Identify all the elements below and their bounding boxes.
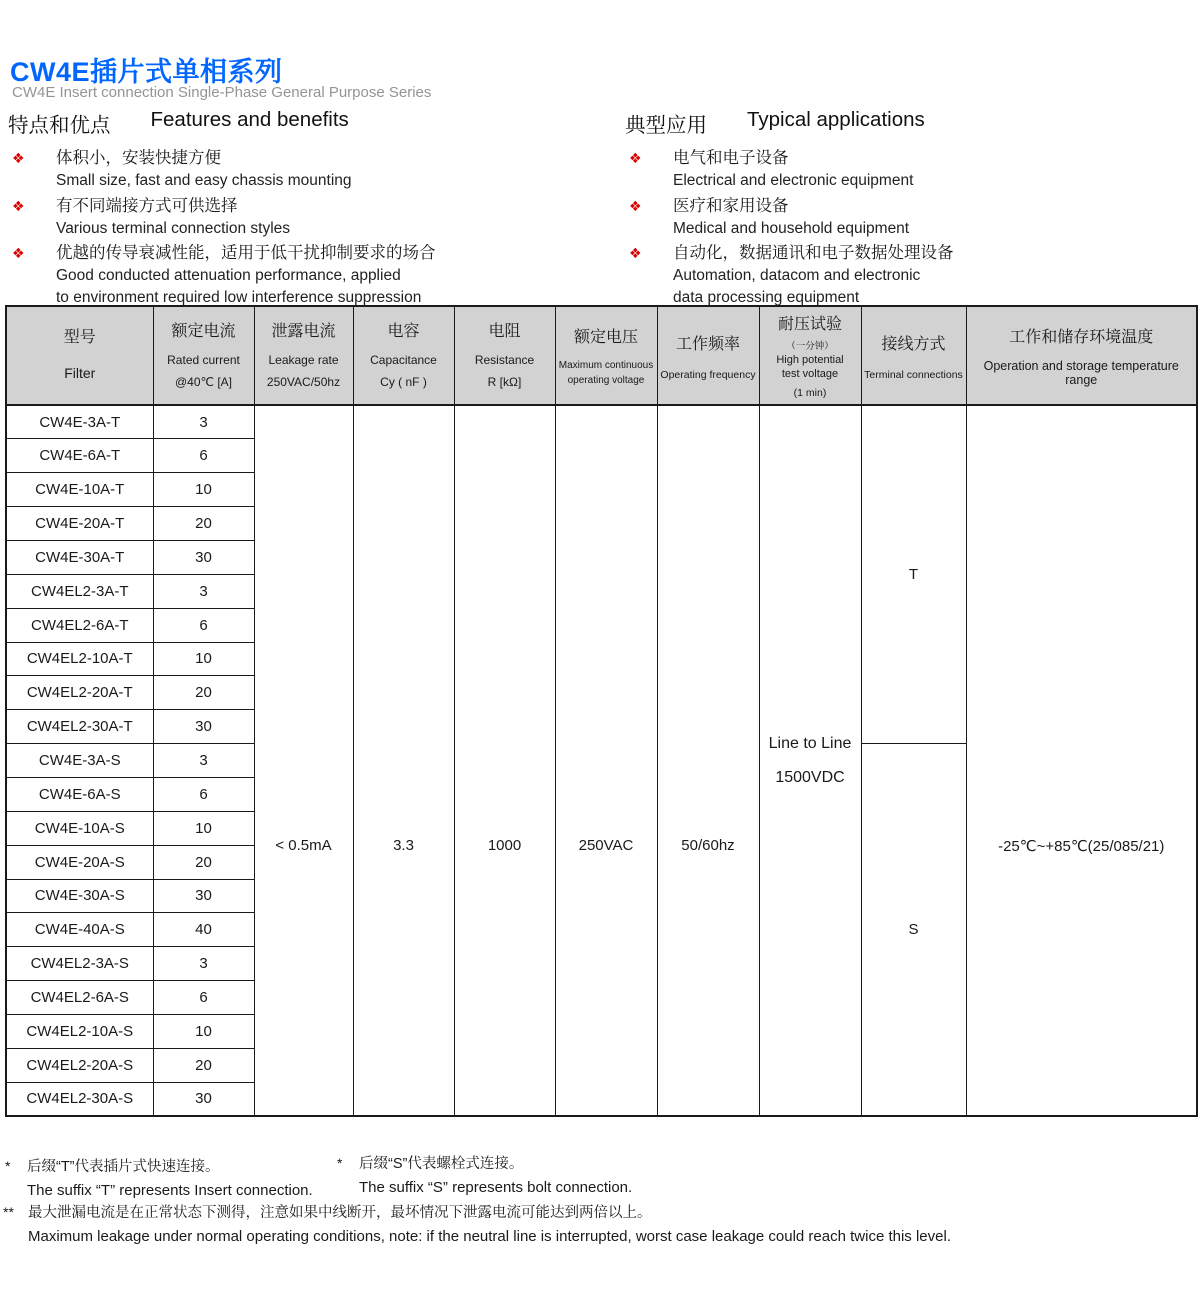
model-cell: CW4E-40A-S [6,913,153,947]
col-header-frequency-zh: 工作频率 [675,335,740,353]
col-header-hipot-en3: (1 min) [793,386,827,399]
current-cell: 6 [153,608,254,642]
col-header-resistance-zh: 电阻 [488,322,521,340]
model-cell: CW4EL2-6A-T [6,608,153,642]
col-header-temperature-en: Operation and storage temperature range [983,359,1179,387]
col-header-hipot-en2: test voltage [781,368,839,381]
col-header-leakage-zh: 泄露电流 [271,322,336,340]
list-item [625,195,1195,240]
model-cell: CW4E-3A-S [6,744,153,778]
model-cell: CW4EL2-20A-S [6,1048,153,1082]
resistance-value: 1000 [487,837,522,855]
diamond-bullet-icon: ❖ [629,150,642,166]
footnote-s-zh: 后缀“S”代表螺栓式连接。 [359,1156,524,1172]
current-cell: 3 [153,405,254,439]
specs-table [5,305,1198,1117]
current-cell: 20 [153,845,254,879]
current-cell: 30 [153,710,254,744]
col-header-leakage-en1: Leakage rate [268,352,339,367]
list-item [625,147,1195,192]
col-header-capacitance [353,306,454,405]
hipot-line2: 1500VDC [775,768,845,786]
model-cell: CW4E-6A-S [6,777,153,811]
diamond-bullet-icon: ❖ [12,197,25,214]
page-title: CW4E插片式单相系列 [10,57,283,87]
applications-heading-en: Typical applications [747,108,925,131]
hipot-value-cell [759,405,861,1116]
diamond-bullet-icon: ❖ [12,150,25,166]
col-header-capacitance-en1: Capacitance [370,352,437,367]
capacitance-value-cell [353,405,454,1116]
current-cell: 6 [153,777,254,811]
col-header-capacitance-en2: Cy ( nF ) [380,374,427,389]
features-list [8,147,608,308]
model-cell: CW4E-6A-T [6,439,153,473]
footnote-suffix-s [337,1153,632,1199]
current-cell: 3 [153,574,254,608]
list-item-zh: 有不同端接方式可供选择 [56,196,238,215]
col-header-resistance-en1: Resistance [474,352,535,367]
col-header-frequency [657,306,759,405]
current-cell: 10 [153,1014,254,1048]
current-cell: 10 [153,473,254,507]
footnote-s-en: The suffix “S” represents bolt connection. [359,1179,633,1196]
col-header-model [6,306,153,405]
col-header-voltage-zh: 额定电压 [573,328,638,346]
footnote-t-en: The suffix “T” represents Insert connection. [27,1182,313,1199]
table-row [6,405,1197,439]
col-header-terminal-en: Terminal connections [864,368,963,381]
list-item-zh: 优越的传导衰减性能，适用于低干扰抑制要求的场合 [56,244,436,262]
col-header-voltage [555,306,657,405]
col-header-current-en2: @40℃ [A] [174,374,232,389]
model-cell: CW4EL2-6A-S [6,981,153,1015]
model-cell: CW4E-20A-S [6,845,153,879]
col-header-model-zh: 型号 [63,329,96,347]
diamond-bullet-icon: ❖ [629,197,642,214]
model-cell: CW4E-30A-S [6,879,153,913]
frequency-value-cell [657,405,759,1116]
terminal-s-cell [861,744,966,1116]
col-header-leakage [254,306,353,405]
list-item-zh: 电气和电子设备 [673,149,789,167]
model-cell: CW4EL2-20A-T [6,676,153,710]
model-cell: CW4EL2-30A-S [6,1082,153,1116]
applications-heading-zh: 典型应用 [625,114,707,137]
current-cell: 30 [153,1082,254,1116]
footnote-s-mark: * [337,1155,343,1171]
footnote-t-mark: * [5,1158,11,1174]
current-cell: 40 [153,913,254,947]
current-cell: 6 [153,981,254,1015]
list-item-en: Small size, fast and easy chassis mounting [56,172,352,189]
col-header-voltage-en2: operating voltage [567,374,645,386]
model-cell: CW4E-3A-T [6,405,153,439]
current-cell: 3 [153,947,254,981]
features-heading-en: Features and benefits [150,108,349,131]
page-subtitle: CW4E Insert connection Single-Phase General Purpose Series [12,84,432,101]
col-header-voltage-en1: Maximum continuous [558,359,654,371]
col-header-hipot-zh: 耐压试验 [777,315,842,333]
current-cell: 3 [153,744,254,778]
applications-section [625,108,1195,311]
col-header-resistance [454,306,555,405]
current-cell: 20 [153,1048,254,1082]
diamond-bullet-icon: ❖ [629,245,642,261]
list-item-en-cont: data processing equipment [673,288,860,306]
model-cell: CW4E-20A-T [6,507,153,541]
current-cell: 30 [153,879,254,913]
list-item-en: Electrical and electronic equipment [673,172,914,189]
list-item-en: Medical and household equipment [673,219,910,237]
leakage-value-cell [254,405,353,1116]
list-item-zh: 医疗和家用设备 [673,196,789,215]
col-header-terminal-zh: 接线方式 [881,335,946,353]
temperature-value: -25℃~+85℃(25/085/21) [998,837,1165,855]
col-header-hipot-en1: High potential [776,354,844,367]
table-header-row [6,306,1197,405]
col-header-terminal [861,306,966,405]
footnote-leak-zh: 最大泄漏电流是在正常状态下测得，注意如果中线断开，最坏情况下泄露电流可能达到两倍以上。 [28,1205,652,1221]
col-header-current-zh: 额定电流 [171,322,236,340]
footnote-suffix-t [5,1156,313,1202]
list-item-zh: 体积小，安装快捷方便 [56,149,221,167]
current-cell: 10 [153,642,254,676]
features-heading-zh: 特点和优点 [8,114,111,137]
list-item-zh: 自动化，数据通讯和电子数据处理设备 [673,244,954,262]
model-cell: CW4E-10A-S [6,811,153,845]
diamond-bullet-icon: ❖ [12,245,25,261]
voltage-value: 250VAC [578,837,634,855]
model-cell: CW4EL2-10A-S [6,1014,153,1048]
model-cell: CW4E-10A-T [6,473,153,507]
col-header-resistance-en2: R [kΩ] [487,374,522,389]
col-header-model-en: Filter [64,365,96,382]
col-header-current [153,306,254,405]
col-header-current-en1: Rated current [167,352,240,367]
col-header-frequency-en: Operating frequency [660,368,756,381]
current-cell: 20 [153,676,254,710]
applications-heading [625,108,1195,138]
col-header-capacitance-zh: 电容 [387,322,420,340]
leakage-value: < 0.5mA [275,837,332,855]
footnote-leakage [3,1202,951,1248]
footnote-t-zh: 后缀“T”代表插片式快速连接。 [27,1159,220,1175]
resistance-value-cell [454,405,555,1116]
footnote-leak-en: Maximum leakage under normal operating conditions, note: if the neutral line is interrupted, worst case leakage could reach twice this level. [28,1228,951,1245]
list-item [8,195,608,240]
model-cell: CW4E-30A-T [6,540,153,574]
col-header-temperature [966,306,1197,405]
list-item [8,242,608,308]
list-item [625,242,1195,308]
features-section [8,108,608,311]
frequency-value: 50/60hz [681,837,735,855]
model-cell: CW4EL2-30A-T [6,710,153,744]
list-item-en: Various terminal connection styles [56,219,291,237]
hipot-line1: Line to Line [768,734,852,752]
capacitance-value: 3.3 [393,837,414,855]
terminal-t-cell [861,405,966,744]
col-header-temperature-zh: 工作和储存环境温度 [1009,329,1154,346]
list-item-en: Good conducted attenuation performance, applied [56,267,401,284]
features-heading [8,108,608,138]
list-item-en-cont: to environment required low interference suppression [56,288,422,306]
model-cell: CW4EL2-3A-T [6,574,153,608]
model-cell: CW4EL2-3A-S [6,947,153,981]
voltage-value-cell [555,405,657,1116]
col-header-leakage-en2: 250VAC/50hz [266,374,341,389]
col-header-hipot-sub: （一分钟） [786,340,834,352]
current-cell: 30 [153,540,254,574]
footnote-leak-mark: ** [3,1204,14,1220]
col-header-hipot [759,306,861,405]
list-item [8,147,608,192]
terminal-s-value: S [908,921,919,939]
terminal-t-value: T [908,566,919,584]
applications-list [625,147,1195,308]
current-cell: 10 [153,811,254,845]
temperature-value-cell [966,405,1197,1116]
current-cell: 20 [153,507,254,541]
model-cell: CW4EL2-10A-T [6,642,153,676]
current-cell: 6 [153,439,254,473]
list-item-en: Automation, datacom and electronic [673,267,921,284]
